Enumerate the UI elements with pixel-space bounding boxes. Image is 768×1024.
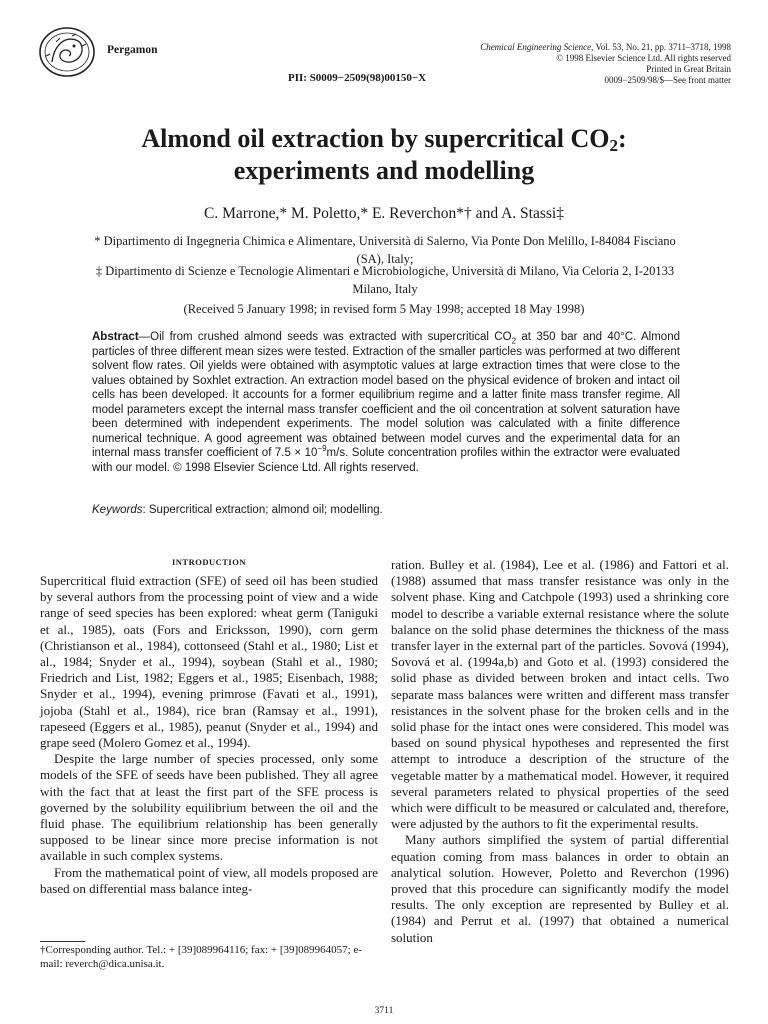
abstract-label: Abstract — [92, 331, 139, 343]
publisher-name: Pergamon — [107, 44, 158, 56]
journal-citation: , Vol. 53, No. 21, pp. 3711–3718, 1998 — [591, 42, 731, 52]
keywords-label: Keywords — [92, 504, 143, 516]
journal-citation-line — [480, 42, 731, 53]
journal-name: Chemical Engineering Science — [480, 42, 592, 52]
paragraph: From the mathematical point of view, all models proposed are based on differential mass balance integ- — [40, 864, 378, 896]
paragraph: ration. Bulley et al. (1984), Lee et al. (1986) and Fattori et al. (1988) assumed that mass transfer resistance was only in the solvent phase. King and Catchpole (1993) used a shrinking core model to describe a variable external resistance where the solute balance on the solid phase determines the thickness of the mass transfer layer in the external part of the particles. Sovová (1994), Sovová et al. (1994a,b) and Goto et al. (1993) considered the solid phase as divided between broken and intact cells. Two separate mass balances were written and different mass transfer resistances in the solvent phase for the broken cells and in the solid phase for the intact ones were considered. This model was based on sound physical hypotheses and represented the first attempt to introduce a description of the structure of the vegetable matter by a mathematical model. However, it required several parameters related to physical properties of the seed which were difficult to be measured or calculated and, therefore, were adjusted by the authors to fit the experimental results. — [391, 557, 729, 832]
publisher-logo — [38, 26, 96, 78]
body-column-left — [40, 557, 378, 897]
title-line-2: experiments and modelling — [233, 156, 535, 185]
journal-copyright: © 1998 Elsevier Science Ltd. All rights reserved — [556, 53, 731, 63]
received-dates: (Received 5 January 1998; in revised form 5 May 1998; accepted 18 May 1998) — [183, 302, 585, 316]
footnote-divider — [40, 941, 85, 942]
section-heading-introduction: INTRODUCTION — [171, 557, 246, 567]
abstract: Abstract—Oil from crushed almond seeds was extracted with supercritical $CO_2$ at 350 bar and 40°C. Almond particles of three different mean sizes were tested. Extraction of the smaller particles was performed at two different solvent flow rates. Oil yields were obtained with asymptotic values at large extraction times that were close to the values obtained by Soxhlet extraction. An extraction model based on the physical evidence of broken and intact oil cells has been developed. It accounts for a former equilibrium regime and a latter finite mass transfer regime. All model parameters except the internal mass transfer coefficient and the oil concentration at solvent saturation have been determined with independent experiments. The model solution was calculated with a finite difference numerical technique. A good agreement was obtained between model curves and the experimental data for an internal mass transfer coefficient of $7.5 \times 10^{-9}m/s$. Solute concentration profiles within the extractor were evaluated with our model. © 1998 Elsevier Science Ltd. All rights reserved. — [92, 331, 681, 474]
pii-identifier: PII: S0009−2509(98)00150−X — [288, 72, 427, 84]
keywords — [92, 504, 680, 516]
affiliation-milano: ‡ Dipartimento di Scienze e Tecnologie Alimentari e Microbiologiche, Università di Milano, Via Celoria 2, I-20133 Milano, Italy — [95, 264, 675, 296]
footnote-corresponding-author: †Corresponding author. Tel.: + [39]089964116; fax: + [39]089964057; e-mail: reverch@dica.unisa.it. — [40, 944, 363, 970]
paragraph: Despite the large number of species processed, only some models of the SFE of seeds have been published. They all agree with the fact that at least the first part of the SFE process is governed by the solubility equilibrium between the oil and the fluid phase. The equilibrium relationship has been generally supposed to be linear since more precise information is not available in such complex systems. — [40, 751, 378, 864]
author-list: C. Marrone,* M. Poletto,* E. Reverchon*† and A. Stassi‡ — [204, 205, 564, 222]
affiliation-salerno: * Dipartimento di Ingegneria Chimica e Alimentare, Università di Salerno, Via Ponte Don Melillo, I-84084 Fisciano (SA), Italy; — [94, 234, 676, 266]
journal-info — [480, 42, 731, 86]
title-line-1: Almond oil extraction by supercritical $CO_2$: — [141, 124, 627, 155]
paper-title — [0, 123, 768, 187]
journal-issn: 0009−2509/98/$—See front matter — [604, 75, 731, 85]
body-column-right — [391, 557, 729, 946]
journal-printed: Printed in Great Britain — [646, 64, 731, 74]
paragraph: Supercritical fluid extraction (SFE) of seed oil has been studied by several authors from the processing point of view and a wide range of seed species has been explored: wheat germ (Taniguki et al., 1985), oats (Fors and Ericksson, 1990), corn germ (Christianson et al., 1984), cottonseed (Stahl et al., 1980; List et al., 1984; Snyder et al., 1994), soybean (Stahl et al., 1980; Friedrich and List, 1982; Eggers et al., 1985; Eisenbach, 1988; Snyder et al., 1994), evening primrose (Favati et al., 1991), jojoba (Stahl et al., 1984), rice bran (Ramsay et al., 1991), rapeseed (Eggers et al., 1985), peanut (Snyder et al., 1994) and grape seed (Molero Gomez et al., 1994). — [40, 573, 378, 751]
keywords-text: : Supercritical extraction; almond oil; modelling. — [142, 504, 383, 516]
paragraph: Many authors simplified the system of partial differential equation coming from mass balances in order to obtain an analytical solution. However, Poletto and Reverchon (1996) proved that this procedure can significantly modify the model results. The only exception are represented by Bulley et al. (1984) and Perrut et al. (1997) that obtained a numerical solution — [391, 832, 729, 945]
page-number: 3711 — [374, 1006, 394, 1016]
